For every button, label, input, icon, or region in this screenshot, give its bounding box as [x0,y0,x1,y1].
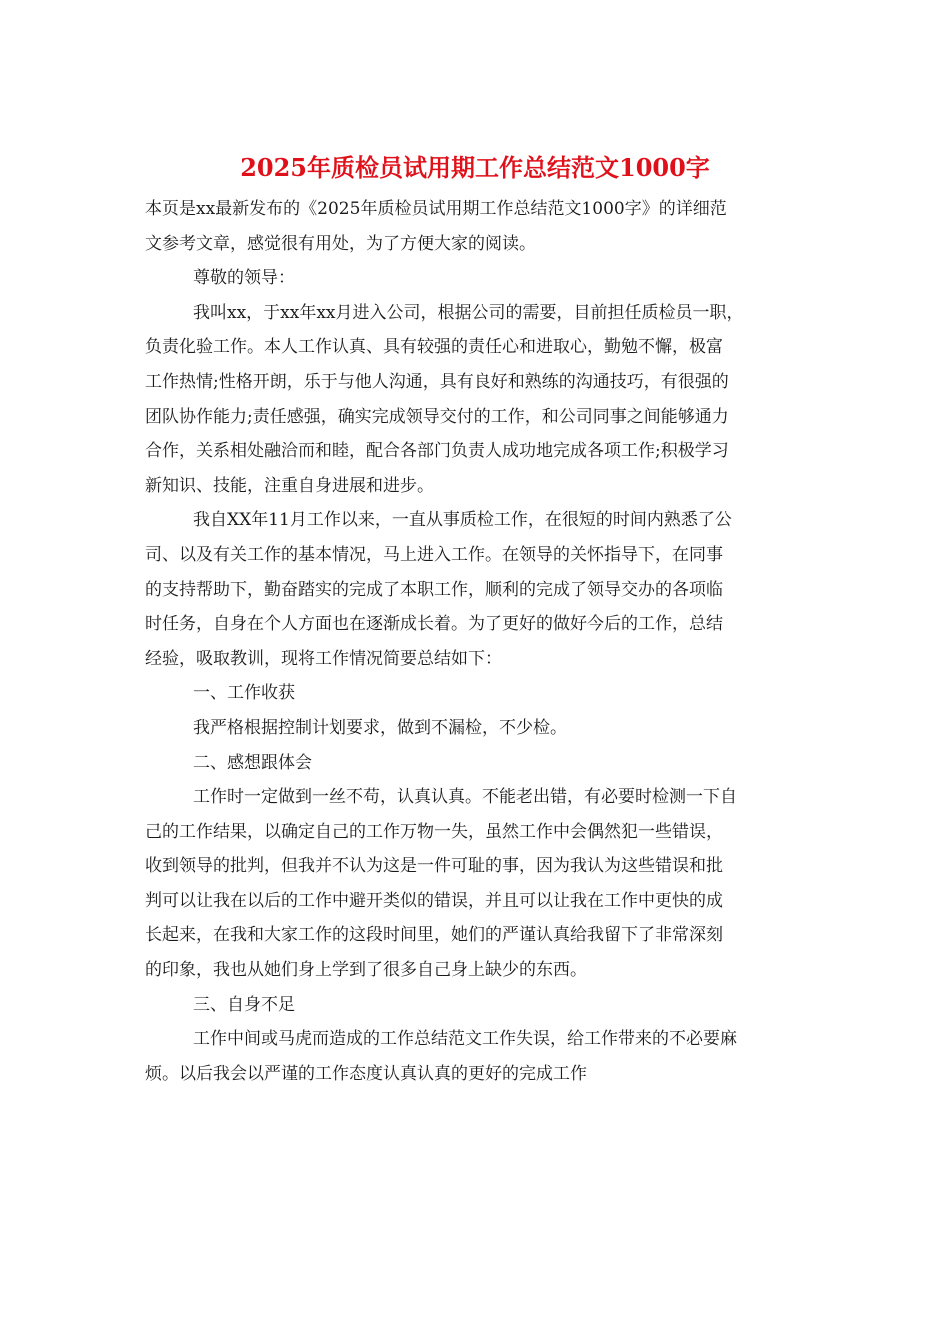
body-line: 工作中间或马虎而造成的工作总结范文工作失误，给工作带来的不必要麻 [193,1029,737,1050]
body-line: 负责化验工作。本人工作认真、具有较强的责任心和进取心，勤勉不懈，极富 [145,337,723,358]
body-line: 一、工作收获 [193,683,295,704]
document-body [145,192,810,1091]
body-line: 工作时一定做到一丝不苟，认真认真。不能老出错，有必要时检测一下自 [193,787,737,808]
body-line: 司、以及有关工作的基本情况，马上进入工作。在领导的关怀指导下，在同事 [145,544,723,565]
body-line: 经验，吸取教训，现将工作情况简要总结如下： [145,648,502,669]
body-line: 我自XX年11月工作以来，一直从事质检工作，在很短的时间内熟悉了公 [193,510,732,531]
body-line: 工作热情;性格开朗，乐于与他人沟通，具有良好和熟练的沟通技巧，有很强的 [145,371,729,392]
body-line: 我叫xx，于xx年xx月进入公司，根据公司的需要，目前担任质检员一职， [193,302,744,323]
body-line: 尊敬的领导： [193,268,295,289]
body-line: 烦。以后我会以严谨的工作态度认真认真的更好的完成工作 [145,1063,587,1084]
body-line: 的印象，我也从她们身上学到了很多自己身上缺少的东西。 [145,960,587,981]
body-line: 我严格根据控制计划要求，做到不漏检，不少检。 [193,717,567,738]
body-line: 文参考文章，感觉很有用处，为了方便大家的阅读。 [145,233,536,254]
body-line: 二、感想跟体会 [193,752,312,773]
body-line: 的支持帮助下，勤奋踏实的完成了本职工作，顺利的完成了领导交办的各项临 [145,579,723,600]
body-line: 己的工作结果，以确定自己的工作万物一失，虽然工作中会偶然犯一些错误， [145,821,723,842]
body-line: 团队协作能力;责任感强，确实完成领导交付的工作，和公司同事之间能够通力 [145,406,729,427]
document-title: 2025年质检员试用期工作总结范文1000字 [240,153,710,182]
body-line: 三、自身不足 [193,994,295,1015]
body-line: 新知识、技能，注重自身进展和进步。 [145,475,434,496]
body-line: 时任务，自身在个人方面也在逐渐成长着。为了更好的做好今后的工作，总结 [145,614,723,635]
body-line: 本页是xx最新发布的《2025年质检员试用期工作总结范文1000字》的详细范 [145,199,727,219]
body-line: 判可以让我在以后的工作中避开类似的错误，并且可以让我在工作中更快的成 [145,890,723,911]
body-line: 合作，关系相处融洽而和睦，配合各部门负责人成功地完成各项工作;积极学习 [145,441,729,462]
body-line: 长起来，在我和大家工作的这段时间里，她们的严谨认真给我留下了非常深刻 [145,925,723,946]
body-line: 收到领导的批判，但我并不认为这是一件可耻的事，因为我认为这些错误和批 [145,856,723,877]
